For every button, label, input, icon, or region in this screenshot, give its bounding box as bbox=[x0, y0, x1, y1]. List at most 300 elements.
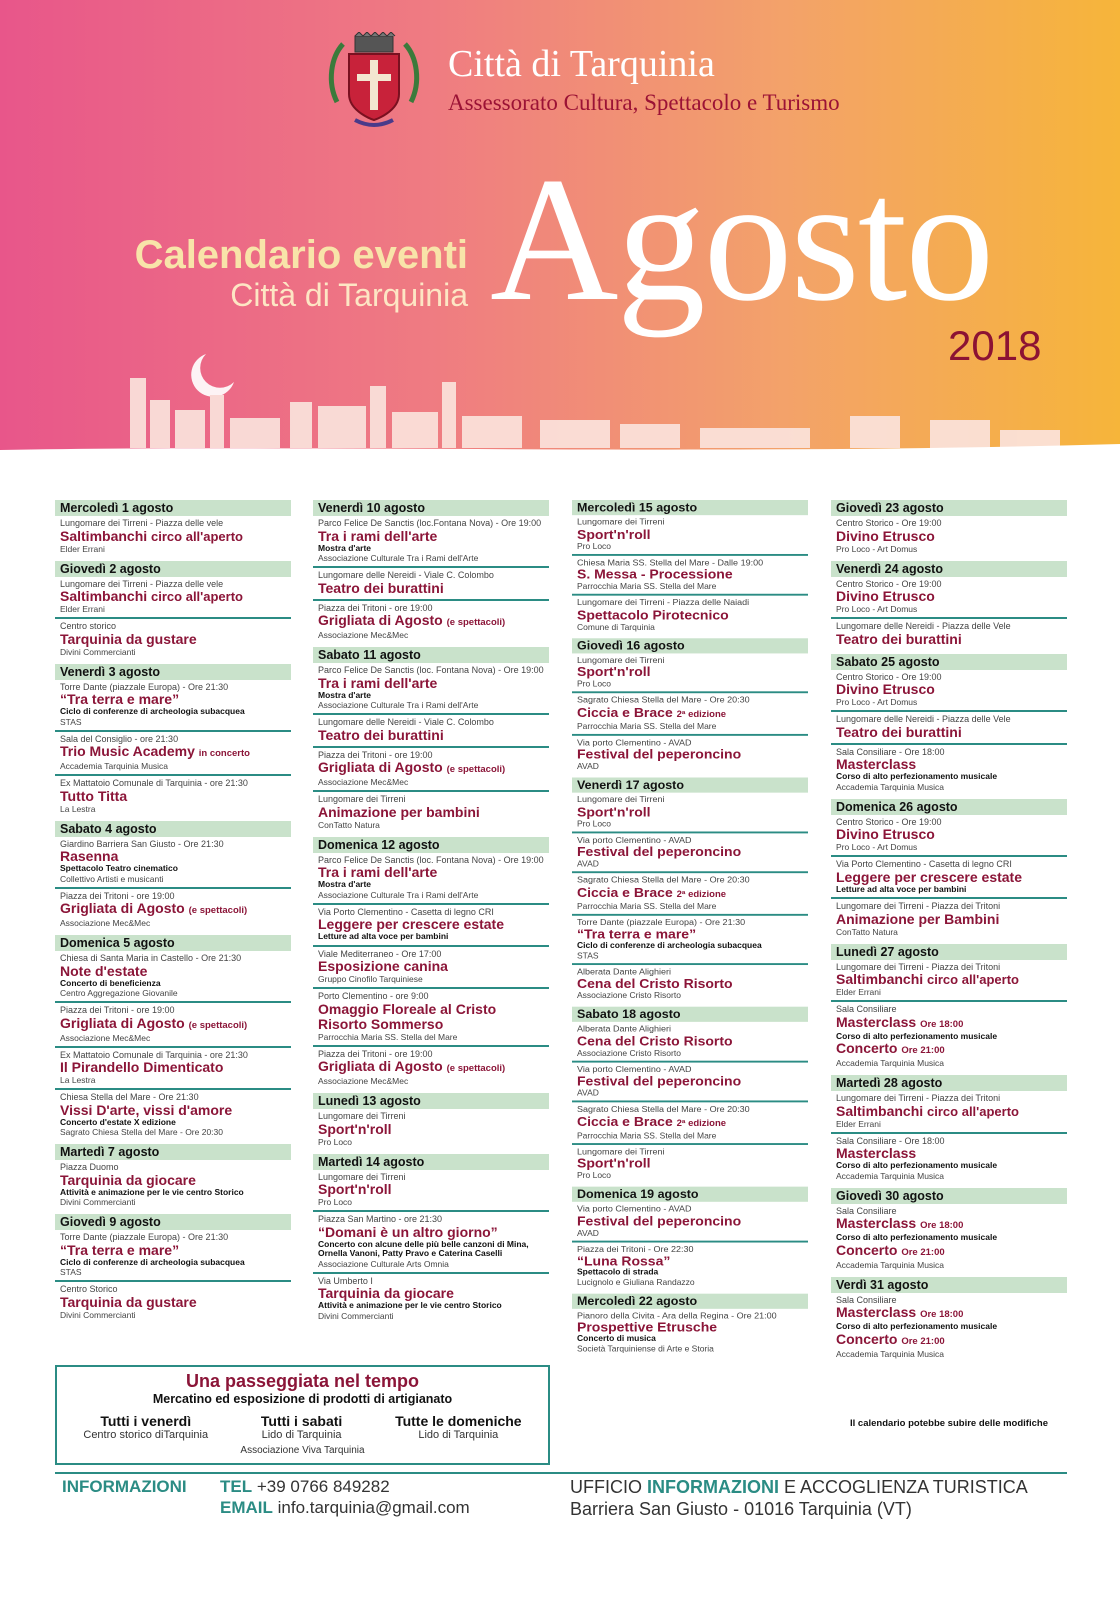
event-title-text: Sport'n'roll bbox=[318, 1181, 392, 1197]
event-title-text: Masterclass bbox=[836, 756, 917, 772]
event-location: Lungomare dei Tirreni - Piazza dei Tritoni bbox=[836, 901, 1001, 911]
event-title-text: “Tra terra e mare” bbox=[60, 1241, 180, 1258]
day-header: Sabato 25 agosto bbox=[831, 654, 1067, 670]
event-title-text: Masterclass bbox=[836, 1145, 917, 1161]
mercatino-day-where: Centro storico diTarquinia bbox=[83, 1429, 209, 1441]
phone-number[interactable]: +39 0766 849282 bbox=[256, 1477, 390, 1496]
event-location: Via Porto Clementino - Casetta di legno CRI bbox=[318, 906, 494, 917]
event-entry bbox=[313, 989, 549, 1047]
day-header: Giovedì 2 agosto bbox=[55, 561, 291, 577]
event-organizer: Pro Loco bbox=[577, 818, 612, 829]
calendar-subtitle: Città di Tarquinia bbox=[230, 277, 468, 313]
event-organizer: Associazione Culturale Tra i Rami dell'Arte bbox=[318, 553, 479, 563]
event-location: Sagrato Chiesa Stella del Mare - Ore 20:30 bbox=[577, 1104, 750, 1114]
event-organizer: Associazione Culturale Arts Omnia bbox=[318, 1258, 449, 1269]
event-entry bbox=[55, 516, 291, 557]
event-entry bbox=[831, 745, 1067, 795]
day-header: Venerdì 17 agosto bbox=[572, 778, 808, 793]
event-description: Concerto di beneficienza bbox=[60, 977, 161, 988]
day-header: Martedì 7 agosto bbox=[55, 1144, 291, 1160]
mercatino-day-where: Lido di Tarquinia bbox=[418, 1429, 499, 1441]
day-block bbox=[831, 799, 1067, 940]
event-organizer: Pro Loco bbox=[577, 1170, 612, 1181]
event-title-text: Grigliata di Agosto bbox=[60, 900, 185, 916]
day-block bbox=[831, 654, 1067, 795]
event-organizer: Elder Errani bbox=[836, 1118, 881, 1129]
event-entry bbox=[313, 1212, 549, 1274]
event-organizer: Associazione Culturale Tra i Rami dell'Arte bbox=[318, 889, 479, 900]
event-description: Ciclo di conferenze di archeologia subacquea bbox=[577, 940, 762, 950]
event-location: Via porto Clementino - AVAD bbox=[577, 1063, 692, 1074]
event-title-text: Spettacolo Pirotecnico bbox=[577, 606, 729, 622]
event-title bbox=[577, 1074, 803, 1088]
event-title-text: Leggere per crescere estate bbox=[836, 868, 1022, 885]
event-title-note: (e spettacoli) bbox=[446, 617, 506, 628]
event-entry bbox=[55, 837, 291, 889]
email-line bbox=[220, 1498, 470, 1518]
event-organizer: Accademia Tarquinia Musica bbox=[836, 1170, 945, 1181]
day-block bbox=[313, 837, 549, 1090]
day-block bbox=[313, 1093, 549, 1150]
event-title-text: Sport'n'roll bbox=[318, 1120, 392, 1137]
event-entry bbox=[831, 899, 1067, 940]
event-organizer: Elder Errani bbox=[836, 987, 881, 997]
day-block bbox=[572, 778, 808, 1003]
event-title bbox=[836, 682, 1062, 697]
event-title bbox=[318, 728, 544, 743]
tel-label: TEL bbox=[220, 1477, 253, 1496]
event-title-text: Divino Etrusco bbox=[836, 527, 935, 544]
event-title-text: Masterclass bbox=[836, 1304, 917, 1320]
event-description: Mostra d'arte bbox=[318, 542, 372, 553]
event-title bbox=[318, 1002, 544, 1032]
event-location: Torre Dante (piazzale Europa) - Ore 21:30 bbox=[577, 917, 746, 927]
event-location: Parco Felice De Sanctis (loc. Fontana Nova) - Ore 19:00 bbox=[318, 854, 544, 865]
event-title-text: Prospettive Etrusche bbox=[577, 1319, 718, 1335]
event-location: Lungomare dei Tirreni bbox=[577, 654, 665, 665]
event-title-text: Ciccia e Brace bbox=[577, 1113, 673, 1129]
event-location: Sala Consiliare bbox=[836, 1205, 897, 1216]
event-location: Piazza dei Tritoni - ore 19:00 bbox=[318, 602, 433, 613]
day-block bbox=[831, 1277, 1067, 1362]
event-title-note: Ore 18:00 bbox=[920, 1018, 964, 1030]
event-title-text: Teatro dei burattini bbox=[836, 630, 962, 647]
event-title-text: Grigliata di Agosto bbox=[318, 612, 443, 628]
event-title-text: Teatro dei burattini bbox=[318, 579, 444, 596]
event-title bbox=[60, 1060, 286, 1075]
event-title bbox=[577, 927, 803, 941]
event-organizer: AVAD bbox=[577, 858, 599, 869]
event-entry bbox=[313, 1109, 549, 1150]
event-entry bbox=[831, 1002, 1067, 1071]
event-title bbox=[60, 589, 286, 604]
event-entry bbox=[572, 1022, 808, 1062]
day-header: Giovedì 30 agosto bbox=[831, 1188, 1067, 1204]
event-title-text: Festival del peperoncino bbox=[577, 746, 742, 762]
event-title bbox=[577, 845, 803, 859]
event-organizer: AVAD bbox=[577, 1227, 599, 1238]
mercatino-day bbox=[395, 1413, 522, 1441]
event-title-text: Animazione per bambini bbox=[318, 803, 480, 820]
event-entry bbox=[313, 905, 549, 947]
event-title bbox=[60, 1103, 286, 1118]
event-entry bbox=[313, 715, 549, 748]
day-block bbox=[831, 944, 1067, 1072]
event-location: Lungomare dei Tirreni bbox=[577, 1146, 665, 1156]
event-entry bbox=[313, 663, 549, 715]
event-location: Piazza Duomo bbox=[60, 1162, 119, 1172]
event-entry bbox=[831, 516, 1067, 557]
event-title bbox=[60, 692, 286, 707]
event-title-note: (e spettacoli) bbox=[446, 764, 506, 775]
day-header: Venerdì 3 agosto bbox=[55, 664, 291, 680]
event-title-note: circo all'aperto bbox=[927, 972, 1019, 987]
event-location: Lungomare dei Tirreni bbox=[577, 794, 665, 805]
event-location: Sala Consiliare - Ore 18:00 bbox=[836, 746, 945, 757]
mercatino-day bbox=[83, 1413, 208, 1441]
event-entry bbox=[572, 793, 808, 833]
event-title-text: Grigliata di Agosto bbox=[318, 759, 443, 775]
event-description: Corso di alto perfezionamento musicale bbox=[836, 1232, 998, 1242]
event-entry bbox=[572, 915, 808, 964]
event-title-text: “Luna Rossa” bbox=[577, 1252, 671, 1269]
event-title-text: Divino Etrusco bbox=[836, 826, 935, 842]
event-location: Centro Storico - Ore 19:00 bbox=[836, 816, 942, 827]
event-organizer: Elder Errani bbox=[60, 604, 105, 614]
event-entry bbox=[313, 792, 549, 833]
event-organizer: Sagrato Chiesa Stella del Mare - Ore 20:30 bbox=[60, 1127, 224, 1137]
event-title-text: Vissi D'arte, vissi d'amore bbox=[60, 1101, 233, 1118]
event-organizer: Accademia Tarquinia Musica bbox=[836, 1058, 945, 1068]
event-location: Via porto Clementino - AVAD bbox=[577, 834, 692, 845]
event-description: Mostra d'arte bbox=[318, 689, 372, 700]
day-block bbox=[55, 561, 291, 660]
event-title-text: “Tra terra e mare” bbox=[577, 926, 697, 942]
event-title bbox=[577, 804, 803, 818]
event-organizer: ConTatto Natura bbox=[836, 926, 898, 937]
event-title-text: “Domani è un altro giorno” bbox=[318, 1223, 498, 1240]
event-entry bbox=[572, 515, 808, 555]
event-title bbox=[577, 976, 803, 990]
event-title-text: Tra i rami dell'arte bbox=[318, 674, 438, 691]
day-header: Lunedì 13 agosto bbox=[313, 1093, 549, 1109]
event-location: Parco Felice De Sanctis (loc. Fontana Nova) - Ore 19:00 bbox=[318, 665, 544, 675]
event-entry bbox=[572, 965, 808, 1003]
day-header: Giovedì 16 agosto bbox=[572, 638, 808, 653]
mercatino-day-when: Tutti i sabati bbox=[260, 1413, 343, 1429]
event-title bbox=[318, 1059, 544, 1076]
event-location: Alberata Dante Alighieri bbox=[577, 1023, 672, 1034]
email-address[interactable]: info.tarquinia@gmail.com bbox=[277, 1498, 470, 1517]
event-title-text: Tarquinia da gustare bbox=[60, 1293, 197, 1310]
event-organizer: Associazione Cristo Risorto bbox=[577, 1047, 681, 1058]
event-title-note: Ore 18:00 bbox=[920, 1309, 964, 1320]
event-location: Lungomare delle Nereidi - Piazza delle Vele bbox=[836, 621, 1011, 631]
day-header: Sabato 11 agosto bbox=[313, 647, 549, 663]
event-organizer: Pro Loco bbox=[577, 541, 612, 551]
event-title-note: 2ª edizione bbox=[676, 1117, 727, 1129]
day-block bbox=[55, 1214, 291, 1323]
event-location: Sala del Consiglio - ore 21:30 bbox=[60, 733, 179, 744]
event-location: Lungomare dei Tirreni bbox=[318, 1171, 406, 1182]
day-header: Mercoledì 1 agosto bbox=[55, 500, 291, 516]
event-organizer: Pro Loco - Art Domus bbox=[836, 697, 918, 707]
event-entry bbox=[572, 735, 808, 773]
event-title-text: Teatro dei burattini bbox=[836, 723, 962, 740]
day-header: Martedì 28 agosto bbox=[831, 1075, 1067, 1091]
event-entry bbox=[55, 1160, 291, 1210]
day-header: Lunedì 27 agosto bbox=[831, 944, 1067, 960]
event-title bbox=[577, 1114, 803, 1130]
event-title-note: (e spettacoli) bbox=[446, 1063, 506, 1074]
event-title-text: Tarquinia da gustare bbox=[60, 630, 197, 647]
event-location: Piazza dei Tritoni - ore 19:00 bbox=[318, 1048, 433, 1059]
event-location: Lungomare dei Tirreni - Piazza delle vele bbox=[60, 518, 224, 528]
event-title-text: Sport'n'roll bbox=[577, 663, 651, 680]
event-entry bbox=[55, 889, 291, 932]
event-entry bbox=[313, 1170, 549, 1213]
event-entry bbox=[572, 1102, 808, 1144]
event-location: Chiesa di Santa Maria in Castello - Ore 21:30 bbox=[60, 953, 242, 963]
event-title-note: (e spettacoli) bbox=[188, 905, 248, 916]
event-entry bbox=[55, 1048, 291, 1091]
event-title-text: Grigliata di Agosto bbox=[60, 1014, 185, 1031]
day-block bbox=[831, 1188, 1067, 1273]
event-location: Sala Consiliare - Ore 18:00 bbox=[836, 1135, 945, 1146]
day-header: Domenica 12 agosto bbox=[313, 837, 549, 853]
day-block bbox=[572, 500, 808, 634]
event-title-text: Festival del peperoncino bbox=[577, 1212, 742, 1228]
event-title bbox=[318, 805, 544, 820]
day-block bbox=[55, 935, 291, 1140]
day-header: Venerdì 24 agosto bbox=[831, 561, 1067, 577]
poster-header bbox=[0, 0, 1120, 480]
event-location: Centro storico bbox=[60, 621, 117, 631]
event-title bbox=[60, 1173, 286, 1188]
event-title bbox=[60, 964, 286, 979]
event-location: Centro Storico bbox=[60, 1284, 118, 1294]
ufficio-word: UFFICIO bbox=[570, 1477, 642, 1497]
event-title-text: Il Pirandello Dimenticato bbox=[60, 1059, 224, 1075]
event-title-text: Festival del peperoncino bbox=[577, 843, 742, 859]
event-location: Porto Clementino - ore 9:00 bbox=[318, 991, 429, 1001]
event-title bbox=[836, 1104, 1062, 1119]
event-entry bbox=[831, 960, 1067, 1003]
day-header: Venerdì 10 agosto bbox=[313, 500, 549, 516]
month-title: Agosto bbox=[490, 140, 993, 338]
mercatino-day bbox=[261, 1413, 342, 1441]
event-title-text: Festival del peperoncino bbox=[577, 1072, 742, 1089]
info-label: INFORMAZIONI bbox=[62, 1477, 187, 1496]
event-location: Sala Consiliare bbox=[836, 1294, 897, 1305]
event-title-text: Tra i rami dell'arte bbox=[318, 864, 438, 880]
event-title bbox=[60, 789, 286, 804]
day-block bbox=[572, 1187, 808, 1290]
event-entry bbox=[831, 1204, 1067, 1273]
city-coat-of-arms-icon bbox=[325, 32, 423, 132]
event-location: Piazza dei Tritoni - ore 19:00 bbox=[60, 1005, 175, 1015]
event-location: Lungomare delle Nereidi - Piazza delle Vele bbox=[836, 714, 1011, 724]
event-title bbox=[318, 1286, 544, 1301]
event-location: Centro Storico - Ore 19:00 bbox=[836, 671, 942, 682]
event-entry bbox=[313, 748, 549, 793]
event-organizer: Associazione Mec&Mec bbox=[318, 1076, 409, 1086]
event-title bbox=[60, 1243, 286, 1258]
event-organizer: Pro Loco bbox=[318, 1136, 353, 1147]
event-location: Piazza dei Tritoni - Ore 22:30 bbox=[577, 1243, 694, 1254]
day-block bbox=[831, 500, 1067, 557]
mercatino-day-when: Tutte le domeniche bbox=[395, 1413, 522, 1429]
event-entry bbox=[831, 1091, 1067, 1134]
event-entry bbox=[55, 577, 291, 620]
event-title bbox=[836, 972, 1062, 987]
event-organizer: AVAD bbox=[577, 761, 599, 771]
event-title bbox=[318, 1182, 544, 1197]
event-entry bbox=[313, 516, 549, 568]
event-title bbox=[577, 705, 803, 721]
event-title bbox=[577, 1034, 803, 1048]
event-location: Sagrato Chiesa Stella del Mare - Ore 20:30 bbox=[577, 875, 750, 885]
event-title bbox=[318, 760, 544, 777]
event-title-text: Ciccia e Brace bbox=[577, 884, 673, 900]
event-entry bbox=[572, 653, 808, 693]
event-location: Centro Storico - Ore 19:00 bbox=[836, 578, 942, 589]
event-title-secondary bbox=[836, 1243, 1062, 1260]
event-title bbox=[318, 1225, 544, 1240]
event-title bbox=[318, 917, 544, 932]
event-title bbox=[318, 529, 544, 544]
event-location: Viale Mediterraneo - Ore 17:00 bbox=[318, 948, 442, 959]
event-location: Lungomare dei Tirreni bbox=[318, 794, 406, 804]
event-title-text: Esposizione canina bbox=[318, 958, 448, 974]
event-entry bbox=[55, 776, 291, 817]
event-title-note: Ore 18:00 bbox=[920, 1220, 964, 1231]
event-title-text: Sport'n'roll bbox=[577, 526, 651, 542]
day-header: Sabato 4 agosto bbox=[55, 821, 291, 837]
event-title bbox=[577, 1320, 803, 1334]
event-description: Concerto di musica bbox=[577, 1333, 656, 1343]
assessorato-name: Assessorato Cultura, Spettacolo e Turismo bbox=[448, 90, 840, 115]
event-entry bbox=[313, 601, 549, 644]
event-organizer: Centro Aggregazione Giovanile bbox=[60, 988, 178, 998]
event-title bbox=[60, 849, 286, 864]
event-entry bbox=[55, 1090, 291, 1140]
event-description: Concerto d'estate X edizione bbox=[60, 1116, 176, 1127]
mercatino-days bbox=[57, 1413, 548, 1441]
tourist-office-address: Barriera San Giusto - 01016 Tarquinia (VT) bbox=[570, 1499, 912, 1519]
event-organizer: Associazione Culturale Tra i Rami dell'Arte bbox=[318, 700, 479, 710]
event-location: Lungomare dei Tirreni bbox=[577, 517, 665, 527]
event-title-text: Divino Etrusco bbox=[836, 588, 935, 604]
event-organizer: Parrocchia Maria SS. Stella del Mare bbox=[577, 581, 717, 591]
event-entry bbox=[572, 873, 808, 915]
event-entry bbox=[55, 1282, 291, 1323]
event-description: Corso di alto perfezionamento musicale bbox=[836, 1160, 998, 1170]
tourist-office-title bbox=[570, 1477, 1028, 1498]
calendar-disclaimer: Il calendario potebbe subire delle modifiche bbox=[850, 1418, 1048, 1429]
event-title-text: Saltimbanchi bbox=[60, 527, 148, 544]
event-description: Corso di alto perfezionamento musicale bbox=[836, 1030, 998, 1041]
mercatino-organizer: Associazione Viva Tarquinia bbox=[240, 1445, 365, 1456]
event-title-text: Tutto Titta bbox=[60, 787, 128, 804]
event-entry bbox=[831, 815, 1067, 858]
day-block bbox=[313, 500, 549, 643]
event-organizer: Accademia Tarquinia Musica bbox=[836, 1348, 945, 1359]
event-title bbox=[318, 959, 544, 974]
day-block bbox=[831, 1075, 1067, 1184]
email-label: EMAIL bbox=[220, 1498, 273, 1517]
event-title-note: Ore 21:00 bbox=[901, 1335, 945, 1347]
event-title-text: Tarquinia da giocare bbox=[60, 1171, 196, 1188]
event-title bbox=[836, 757, 1062, 772]
event-organizer: Divini Commercianti bbox=[318, 1310, 394, 1321]
event-description: Mostra d'arte bbox=[318, 879, 372, 889]
event-title-note: Ore 21:00 bbox=[901, 1246, 945, 1258]
event-organizer: Pro Loco bbox=[318, 1197, 353, 1207]
day-block bbox=[313, 647, 549, 833]
event-organizer: ConTatto Natura bbox=[318, 819, 380, 830]
event-location: Giardino Barriera San Giusto - Ore 21:30 bbox=[60, 838, 224, 849]
event-entry bbox=[313, 947, 549, 990]
event-location: Sala Consiliare bbox=[836, 1004, 897, 1014]
event-title-text: Sport'n'roll bbox=[577, 1155, 651, 1171]
event-title-text: Concerto bbox=[836, 1241, 898, 1258]
mercatino-title: Una passeggiata nel tempo bbox=[185, 1371, 420, 1391]
event-title-text: Grigliata di Agosto bbox=[318, 1058, 443, 1074]
event-location: Via Porto Clementino - Casetta di legno CRI bbox=[836, 859, 1012, 869]
event-title bbox=[318, 865, 544, 880]
event-entry bbox=[572, 1062, 808, 1102]
event-title-text: Concerto bbox=[836, 1040, 898, 1056]
event-title-text: Rasenna bbox=[60, 848, 119, 864]
event-location: Piazza San Martino - ore 21:30 bbox=[318, 1214, 443, 1224]
event-title bbox=[836, 1146, 1062, 1161]
event-organizer: Parrocchia Maria SS. Stella del Mare bbox=[318, 1031, 458, 1042]
event-entry bbox=[831, 712, 1067, 745]
day-header: Domenica 19 agosto bbox=[572, 1187, 808, 1202]
day-header: Domenica 26 agosto bbox=[831, 799, 1067, 815]
event-title-text: Trio Music Academy bbox=[60, 743, 195, 759]
event-organizer: Pro Loco - Art Domus bbox=[836, 543, 918, 554]
event-title-text: Cena del Cristo Risorto bbox=[577, 1032, 733, 1048]
event-title bbox=[60, 1016, 286, 1033]
event-organizer: Associazione Mec&Mec bbox=[60, 1032, 151, 1043]
event-description: Corso di alto perfezionamento musicale bbox=[836, 771, 998, 781]
day-block bbox=[55, 664, 291, 817]
event-organizer: Parrocchia Maria SS. Stella del Mare bbox=[577, 1130, 717, 1140]
event-organizer: Pro Loco bbox=[577, 679, 612, 689]
informazioni-word: INFORMAZIONI bbox=[647, 1477, 780, 1497]
event-title-note: circo all'aperto bbox=[151, 528, 243, 544]
event-title-note: Ore 21:00 bbox=[901, 1045, 945, 1056]
event-title bbox=[318, 581, 544, 596]
event-title bbox=[836, 632, 1062, 647]
day-block bbox=[831, 561, 1067, 650]
events-column-3 bbox=[572, 500, 808, 1359]
event-title bbox=[577, 885, 803, 901]
event-title bbox=[836, 827, 1062, 842]
day-header: Verdì 31 agosto bbox=[831, 1277, 1067, 1293]
event-title bbox=[577, 567, 803, 581]
events-column-2 bbox=[313, 500, 549, 1328]
event-title-text: “Tra terra e mare” bbox=[60, 691, 180, 707]
event-entry bbox=[831, 1134, 1067, 1184]
event-location: Piazza dei Tritoni - ore 19:00 bbox=[60, 890, 175, 901]
event-entry bbox=[572, 693, 808, 735]
event-entry bbox=[55, 732, 291, 777]
event-title-text: Saltimbanchi bbox=[836, 971, 924, 987]
event-title-note: circo all'aperto bbox=[927, 1103, 1019, 1119]
